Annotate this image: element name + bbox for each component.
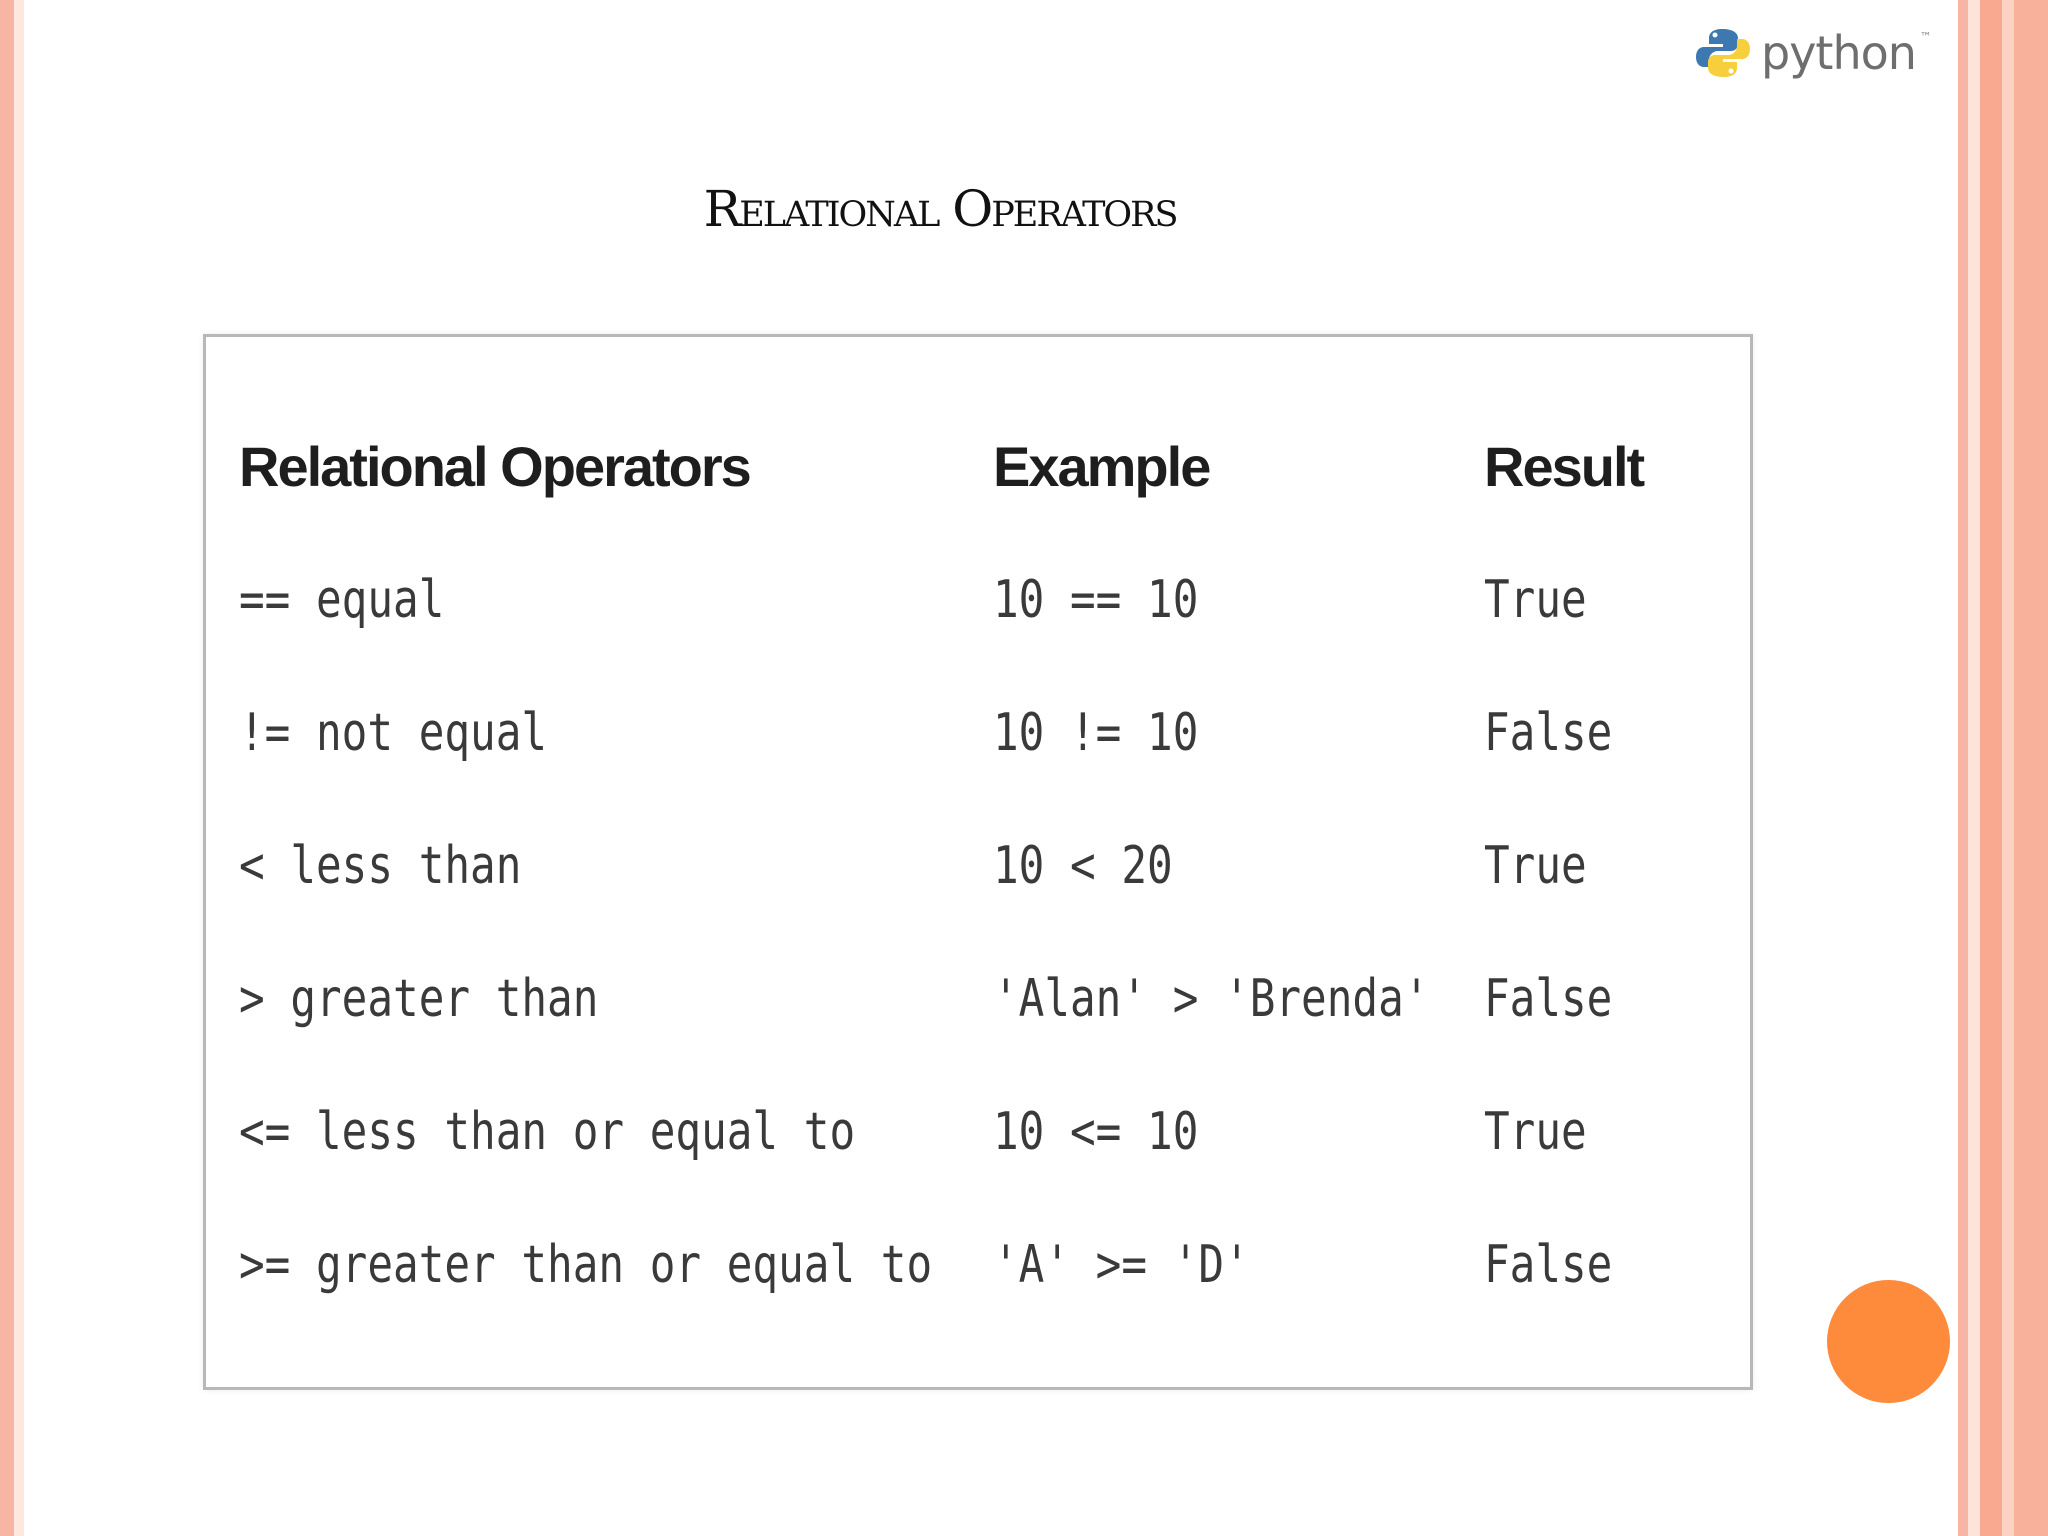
python-logo-text: python xyxy=(1761,26,1916,80)
operator-cell: <= less than or equal to xyxy=(239,1102,856,1162)
example-cell: 'A' >= 'D' xyxy=(993,1235,1250,1295)
right-decorative-stripe xyxy=(1980,0,2002,1536)
table-header-row xyxy=(206,417,1750,517)
right-decorative-stripe xyxy=(1958,0,1968,1536)
result-cell: True xyxy=(1484,1102,1587,1162)
page-title: Relational Operators xyxy=(703,180,1177,238)
trademark-mark: ™ xyxy=(1919,30,1932,44)
operator-cell: >= greater than or equal to xyxy=(239,1235,933,1295)
result-cell: False xyxy=(1484,1235,1613,1295)
right-decorative-stripe xyxy=(1968,0,1980,1536)
header-result: Result xyxy=(1484,435,1644,498)
example-cell: 'Alan' > 'Brenda' xyxy=(993,969,1430,1029)
table-row xyxy=(206,550,1750,650)
example-cell: 10 < 20 xyxy=(993,836,1173,896)
result-cell: False xyxy=(1484,703,1613,763)
operators-table xyxy=(203,334,1753,1390)
table-row xyxy=(206,949,1750,1049)
operator-cell: > greater than xyxy=(239,969,599,1029)
table-row xyxy=(206,683,1750,783)
table-row xyxy=(206,1082,1750,1182)
header-example: Example xyxy=(993,435,1210,498)
example-cell: 10 <= 10 xyxy=(993,1102,1199,1162)
header-operators: Relational Operators xyxy=(239,435,750,498)
result-cell: False xyxy=(1484,969,1613,1029)
operator-cell: < less than xyxy=(239,836,522,896)
right-decorative-stripe xyxy=(2014,0,2048,1536)
result-cell: True xyxy=(1484,570,1587,630)
python-snake-icon xyxy=(1695,25,1751,81)
python-logo xyxy=(1695,18,1938,88)
example-cell: 10 != 10 xyxy=(993,703,1199,763)
table-row xyxy=(206,816,1750,916)
table-row xyxy=(206,1215,1750,1315)
orange-circle-decoration xyxy=(1827,1280,1950,1403)
operator-cell: != not equal xyxy=(239,703,548,763)
example-cell: 10 == 10 xyxy=(993,570,1199,630)
right-decorative-stripe xyxy=(2002,0,2014,1536)
operator-cell: == equal xyxy=(239,570,445,630)
result-cell: True xyxy=(1484,836,1587,896)
